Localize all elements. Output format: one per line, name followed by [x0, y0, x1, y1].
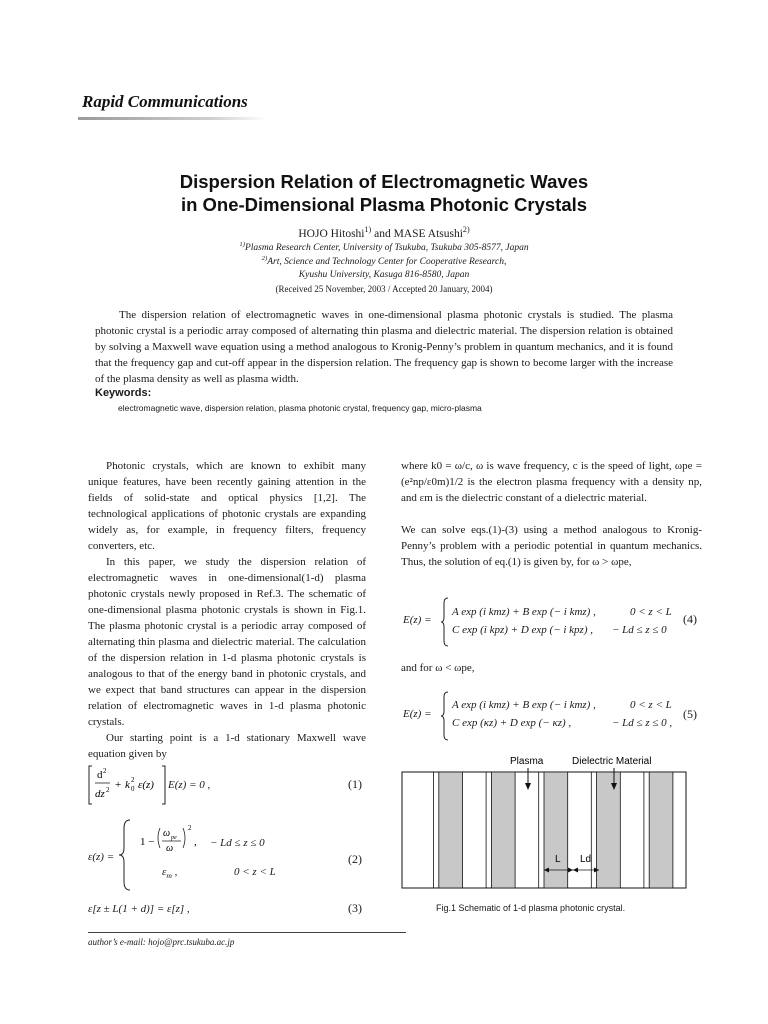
- svg-text:0: 0: [131, 785, 135, 793]
- affiliation-2: [80, 256, 688, 269]
- svg-text:pe: pe: [171, 835, 177, 841]
- svg-text:d: d: [97, 769, 103, 781]
- paragraph: Our starting point is a 1-d stationary Maxwell wave equation given by: [88, 732, 366, 760]
- svg-text:k: k: [125, 779, 130, 791]
- svg-text:ω: ω: [163, 828, 171, 839]
- paragraph: In this paper, we study the dispersion relation of electromagnetic waves in one-dimensional(1-d) plasma photonic crystals newly proposed in Ref.3. The schematic of one-dimensional plasma photonic crystals is shown in Fig.1. The plasma photonic crystal is a periodic array composed of alternating thin plasma and dielectric material. The calculation of the dispersion relation in 1-d plasma photonic crystals is analogous to that of the energy band in photonic crystals, and we expect that band structures can appear in the dispersion relation of electromagnetic waves in 1-d plasma photonic crystals.: [88, 556, 366, 728]
- left-column: [88, 458, 366, 762]
- equation-5-row-2: C exp (κz) + D exp (− κz) ,: [452, 717, 572, 729]
- paragraph: We can solve eqs.(1)-(3) using a method analogous to Kronig-Penny’s problem with a periodic potential in quantum mechanics. Thus, the solution of eq.(1) is given by, for ω > ωpe,: [401, 524, 702, 568]
- equation-4-row-2: C exp (i kpz) + D exp (− i kpz) ,: [452, 624, 593, 636]
- figure-label-plasma: Plasma: [510, 756, 544, 767]
- svg-text:2: 2: [106, 786, 110, 794]
- equation-5-cond-1: 0 < z < L: [630, 699, 672, 711]
- equation-2-cond-1: − Ld ≤ z ≤ 0: [210, 837, 265, 849]
- title-line-2: in One-Dimensional Plasma Photonic Crystals: [180, 194, 588, 215]
- equation-1-number: (1): [348, 777, 362, 791]
- equation-4-cond-1: 0 < z < L: [630, 606, 672, 618]
- aff2-line1: Art, Science and Technology Center for Cooperative Research,: [267, 257, 507, 267]
- crystal-layers: [402, 772, 686, 888]
- svg-text:,: ,: [194, 836, 197, 848]
- svg-text:1 −: 1 −: [140, 836, 155, 848]
- authors: [80, 225, 688, 240]
- equation-4-number: (4): [683, 612, 697, 626]
- keywords-heading: Keywords:: [95, 387, 152, 399]
- equation-4-row-1: A exp (i kmz) + B exp (− i kmz) ,: [452, 606, 596, 618]
- received-dates: (Received 25 November, 2003 / Accepted 20 January, 2004): [275, 284, 493, 294]
- aff2-sup: 2): [261, 254, 268, 262]
- figure-1-caption: Fig.1 Schematic of 1-d plasma photonic crystal.: [436, 903, 626, 913]
- abstract: The dispersion relation of electromagnetic waves in one-dimensional plasma photonic crystals is studied. The plasma photonic crystal is a periodic array composed of alternating thin plasma and dielectric material. The dispersion relation is obtained by solving a Maxwell wave equation using a method analogous to Kronig-Penny’s problem in quantum mechanics, and it is found that the frequency gap and cut-off appear in the dispersion relation. The frequency gap is shown to become larger with the increase of the plasma density as well as plasma width.: [95, 309, 673, 385]
- paper-title: [80, 170, 688, 216]
- equation-1-rhs: E(z) = 0 ,: [168, 779, 211, 791]
- affiliation-1: [80, 242, 688, 255]
- figure-label-Ld: Ld: [580, 854, 592, 865]
- aff1-text: Plasma Research Center, University of Tsukuba, Tsukuba 305-8577, Japan: [244, 243, 529, 253]
- svg-text:2: 2: [103, 767, 107, 775]
- header-rule: [78, 117, 268, 120]
- equation-4-lhs: E(z) =: [403, 614, 432, 626]
- equation-5-number: (5): [683, 707, 697, 721]
- and-for-line: and for ω < ωpe,: [401, 662, 475, 674]
- equation-3: ε[z ± L(1 + d)] = ε[z] ,: [88, 903, 190, 915]
- aff1-sup: 1): [239, 240, 245, 248]
- equation-2-cond-2: 0 < z < L: [234, 866, 276, 878]
- equation-4-cond-2: − Ld ≤ z ≤ 0: [612, 624, 667, 636]
- svg-text:ε(z): ε(z): [138, 779, 154, 791]
- plasma-layer: [649, 772, 673, 888]
- plasma-layer: [597, 772, 621, 888]
- title-line-1: Dispersion Relation of Electromagnetic Waves: [179, 171, 589, 192]
- affiliation-2-line-2: Kyushu University, Kasuga 816-8580, Japan: [298, 270, 470, 280]
- figure-label-L: L: [555, 854, 561, 865]
- equation-2-lhs: ε(z) =: [88, 851, 115, 863]
- eq2-eps-sub: m: [166, 871, 172, 881]
- svg-text:2: 2: [188, 824, 192, 832]
- author-1: HOJO Hitoshi: [298, 228, 365, 240]
- equation-1: [88, 764, 288, 809]
- equation-2-number: (2): [348, 852, 362, 866]
- plasma-layer: [439, 772, 463, 888]
- paragraph: Photonic crystals, which are known to exhibit many unique features, have been recently gaining attention in the fields of solid-state and optical physics [1,2]. The technological applications of photonic crystals are expanding widely as, for example, in frequency filters, frequency converters, etc.: [88, 460, 366, 552]
- author-1-sup: 1): [364, 225, 372, 235]
- footnote-rule: [88, 932, 406, 933]
- author-2-sup: 2): [462, 225, 470, 235]
- section-label: Rapid Communications: [82, 92, 248, 111]
- equation-5-lhs: E(z) =: [403, 708, 432, 720]
- equation-4-brace: [440, 597, 450, 647]
- author-email-footnote: author’s e-mail: hojo@prc.tsukuba.ac.jp: [88, 937, 235, 947]
- svg-text:+: +: [115, 779, 122, 791]
- figure-1-schematic: [396, 752, 696, 892]
- author-and: and: [374, 228, 391, 240]
- equation-2-body: [118, 818, 298, 892]
- equation-3-number: (3): [348, 901, 362, 915]
- figure-label-dielectric: Dielectric Material: [572, 756, 652, 767]
- equation-5-row-1: A exp (i kmz) + B exp (− i kmz) ,: [452, 699, 596, 711]
- equation-2-case-2: $\varepsilon_m$ ,: [162, 866, 178, 881]
- author-2: MASE Atsushi: [393, 228, 463, 240]
- plasma-layer: [491, 772, 515, 888]
- svg-text:2: 2: [131, 776, 135, 784]
- eq2-eps: ε: [162, 866, 167, 878]
- svg-text:dz: dz: [95, 788, 105, 800]
- equation-5-brace: [440, 691, 450, 741]
- svg-text:ω: ω: [166, 843, 174, 854]
- keywords-text: electromagnetic wave, dispersion relation, plasma photonic crystal, frequency gap, micro-plasma: [118, 403, 482, 413]
- equation-5-cond-2: − Ld ≤ z ≤ 0 ,: [612, 717, 673, 729]
- right-column: [401, 458, 702, 570]
- paragraph: where k0 = ω/c, ω is wave frequency, c is the speed of light, ωpe = (e²np/ε0m)1/2 is the electron plasma frequency with a density np, and εm is the dielectric constant of a dielectric material.: [401, 460, 702, 504]
